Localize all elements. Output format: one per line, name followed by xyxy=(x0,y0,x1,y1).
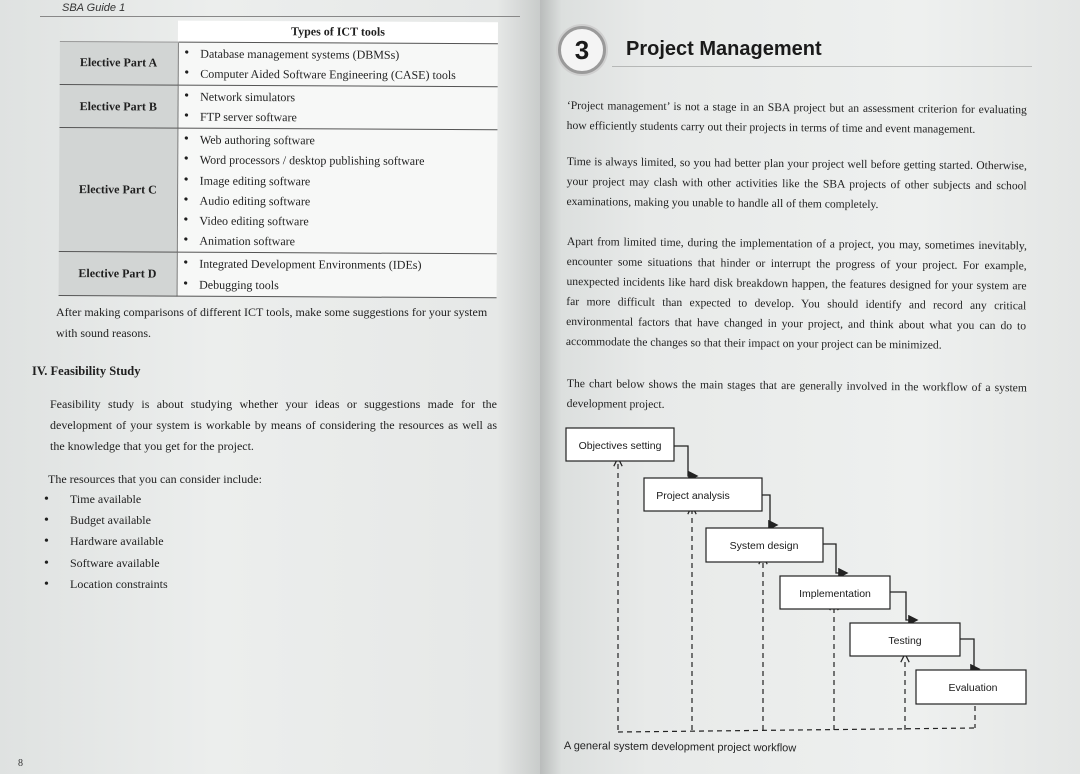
elective-part-label: Elective Part C xyxy=(59,128,178,253)
time-paragraph: Time is always limited, so you had better plan your project well before getting started. Otherwise, your project may clash with other activities like the SBA projects of other subjects and school examinations, making you unable to handle all of them completely. xyxy=(566,154,1027,211)
list-item: • Software available xyxy=(44,553,168,574)
table-row xyxy=(59,252,497,298)
list-item: • Budget available xyxy=(44,510,168,531)
tool-item: • Computer Aided Software Engineering (CASE) tools xyxy=(182,63,498,85)
table-corner-cell xyxy=(60,20,178,42)
connector-1 xyxy=(674,446,696,476)
stage-label: Project analysis xyxy=(656,490,730,502)
table-header: Types of ICT tools xyxy=(178,21,498,44)
tools-cell xyxy=(178,42,498,87)
table-row xyxy=(60,41,498,87)
list-item: • Location constraints xyxy=(44,574,168,595)
resources-intro: The resources that you can consider include: xyxy=(48,472,262,486)
chart-intro-paragraph: The chart below shows the main stages that are generally involved in the workflow of a system development project. xyxy=(566,376,1027,411)
connector-5 xyxy=(960,639,978,669)
feasibility-paragraph: Feasibility study is about studying whether your ideas or suggestions made for the development of your system is workable by means of considering the resources as well as the knowledge that you get for the project. xyxy=(50,397,497,453)
incidents-paragraph: Apart from limited time, during the implementation of a project, you may, sometimes inevitably, encounter some situations that hinder or interrupt the progress of your project. For example, unexpected incidents like hard disk breakdown happen, the features designed for your system are far more difficult than expected to develop. You should identify and record any critical environmental factors that have changed in your project, and think about what you can do to accommodate the changes so that their impact on your project can be minimized. xyxy=(565,234,1027,352)
page-number: 8 xyxy=(18,758,23,769)
elective-part-label: Elective Part B xyxy=(59,84,177,128)
list-item: • Time available xyxy=(44,489,168,510)
table-row xyxy=(59,84,497,130)
running-head: SBA Guide 1 xyxy=(62,2,126,14)
resources-list xyxy=(44,489,168,595)
tool-item: • Database management systems (DBMSs) xyxy=(182,43,498,65)
stage-label: Testing xyxy=(888,635,922,647)
stage-label: System design xyxy=(729,540,799,552)
diagram-caption: A general system development project workflow xyxy=(563,740,797,755)
header-rule xyxy=(40,16,520,17)
tool-item: • Animation software xyxy=(181,231,497,253)
elective-part-label: Elective Part D xyxy=(59,252,177,296)
comparison-paragraph: After making comparisons of different ICT tools, make some suggestions for your system with sound reasons. xyxy=(56,305,488,340)
tool-item: • Word processors / desktop publishing software xyxy=(182,150,498,172)
tools-cell xyxy=(177,128,498,254)
connector-3 xyxy=(823,544,846,573)
table-row xyxy=(59,128,498,254)
connector-4 xyxy=(890,592,916,620)
tool-item: • FTP server software xyxy=(182,107,498,129)
tool-item: • Integrated Development Environments (IDEs) xyxy=(181,254,497,276)
stage-label: Evaluation xyxy=(948,682,998,694)
list-item: • Hardware available xyxy=(44,531,168,552)
tool-item: • Debugging tools xyxy=(181,274,497,296)
tool-item: • Image editing software xyxy=(182,170,498,192)
feedback-baseline xyxy=(618,728,975,732)
tool-item: • Video editing software xyxy=(181,211,497,233)
chapter-title: Project Management xyxy=(626,38,822,60)
tools-cell xyxy=(177,85,497,130)
tools-cell xyxy=(177,252,497,297)
workflow-diagram xyxy=(560,420,1040,770)
tool-item: • Audio editing software xyxy=(182,190,498,212)
stage-label: Objectives setting xyxy=(578,440,662,452)
section-heading: IV. Feasibility Study xyxy=(32,364,141,378)
connector-2 xyxy=(762,495,776,525)
intro-paragraph: ‘Project management’ is not a stage in an SBA project but an assessment criterion for evaluating how efficiently students carry out their projects in terms of time and event management. xyxy=(566,98,1027,136)
title-rule xyxy=(612,66,1032,67)
tool-item: • Network simulators xyxy=(182,87,498,109)
stage-label: Implementation xyxy=(799,588,871,600)
chapter-number-badge: 3 xyxy=(558,26,606,74)
ict-tools-table xyxy=(59,20,498,298)
elective-part-label: Elective Part A xyxy=(60,41,178,85)
tool-item: • Web authoring software xyxy=(182,130,498,152)
